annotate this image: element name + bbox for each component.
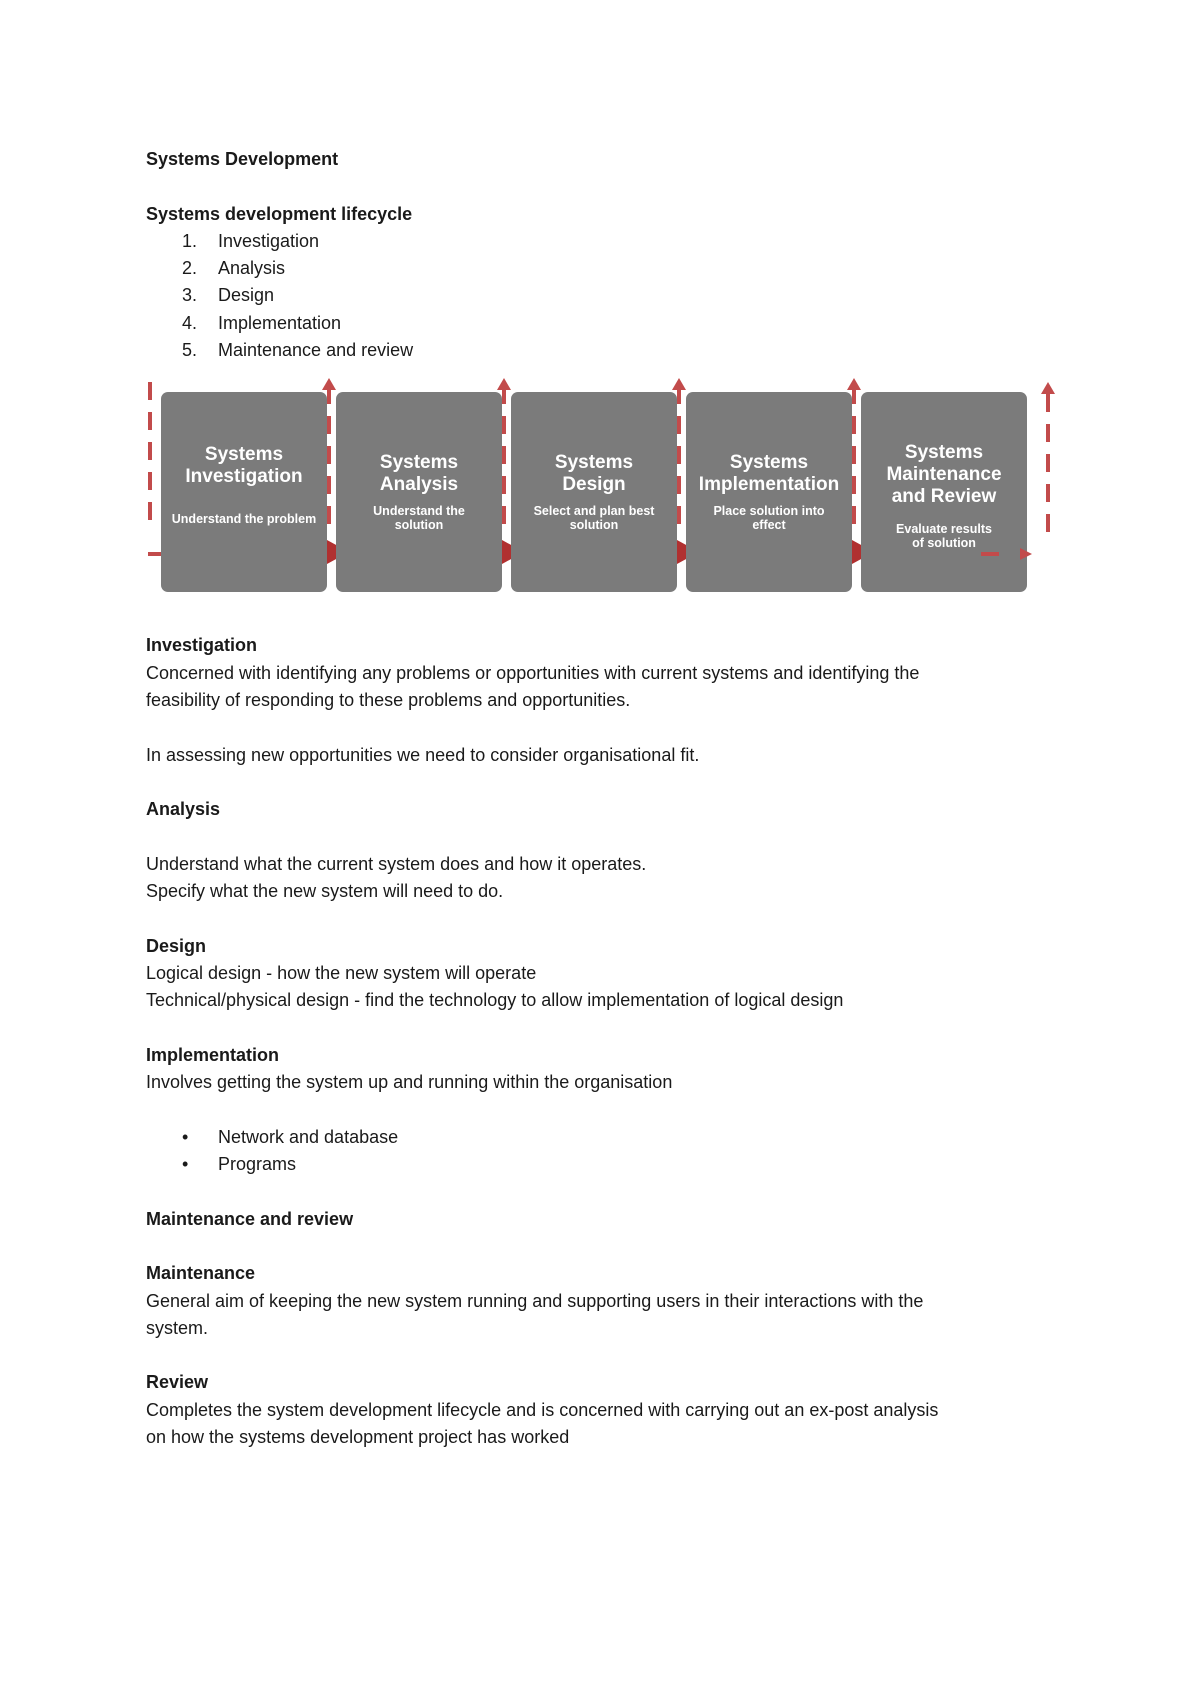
section-heading: Implementation bbox=[146, 1044, 280, 1065]
list-item-label: Design bbox=[218, 285, 275, 306]
dashed-connector bbox=[327, 386, 331, 536]
stage-subtitle: Understand the problem bbox=[171, 512, 317, 527]
stage-subtitle: Select and plan best solution bbox=[533, 504, 655, 533]
list-item bbox=[146, 337, 1066, 364]
list-item-label: Network and database bbox=[218, 1126, 399, 1147]
paragraph-line: Understand what the current system does and how it operates. bbox=[146, 853, 647, 874]
stage-subtitle: Understand the solution bbox=[373, 504, 465, 533]
paragraph-line: system. bbox=[146, 1317, 209, 1338]
list-item-label: Investigation bbox=[218, 230, 320, 251]
paragraph-line: Specify what the new system will need to do. bbox=[146, 881, 504, 902]
list-number: 1. bbox=[182, 230, 198, 251]
list-item-label: Implementation bbox=[218, 312, 342, 333]
list-item bbox=[146, 1151, 1066, 1178]
arrow-up-icon bbox=[322, 378, 336, 390]
lifecycle-heading: Systems development lifecycle bbox=[146, 203, 413, 224]
stage-subtitle: Place solution into effect bbox=[713, 504, 825, 533]
paragraph-line: Logical design - how the new system will operate bbox=[146, 962, 537, 983]
section-heading: Analysis bbox=[146, 799, 221, 820]
dashed-connector bbox=[981, 552, 1011, 556]
paragraph-line: feasibility of responding to these problems and opportunities. bbox=[146, 689, 631, 710]
stage-title: Systems Design bbox=[554, 452, 634, 496]
list-number: 2. bbox=[182, 258, 198, 279]
paragraph-line: Technical/physical design - find the technology to allow implementation of logical design bbox=[146, 990, 844, 1011]
diagram-stage bbox=[336, 392, 502, 592]
list-number: 5. bbox=[182, 340, 198, 361]
diagram-stage bbox=[511, 392, 677, 592]
section-heading: Maintenance and review bbox=[146, 1208, 354, 1229]
lifecycle-steps-list bbox=[146, 228, 1066, 364]
list-item bbox=[146, 282, 1066, 309]
paragraph-line: on how the systems development project has worked bbox=[146, 1426, 570, 1447]
list-item bbox=[146, 255, 1066, 282]
arrow-right-icon bbox=[1020, 548, 1032, 560]
arrow-up-icon bbox=[847, 378, 861, 390]
bullet-icon: • bbox=[182, 1126, 189, 1147]
paragraph-line: Involves getting the system up and running within the organisation bbox=[146, 1072, 673, 1093]
paragraph-line: Concerned with identifying any problems or opportunities with current systems and identifying the bbox=[146, 662, 920, 683]
list-number: 3. bbox=[182, 285, 198, 306]
paragraph-line: General aim of keeping the new system running and supporting users in their interactions with the bbox=[146, 1290, 924, 1311]
document-page bbox=[146, 146, 1066, 1451]
bullet-icon: • bbox=[182, 1154, 189, 1175]
dashed-connector bbox=[148, 382, 152, 532]
diagram-stage bbox=[686, 392, 852, 592]
dashed-connector bbox=[1046, 394, 1050, 544]
dashed-connector bbox=[852, 386, 856, 536]
stage-subtitle: Evaluate results of solution bbox=[896, 522, 992, 551]
paragraph-line: In assessing new opportunities we need to consider organisational fit. bbox=[146, 744, 700, 765]
subsection-heading: Review bbox=[146, 1372, 209, 1393]
stage-title: Systems Investigation bbox=[185, 444, 303, 488]
list-item-label: Maintenance and review bbox=[218, 340, 414, 361]
section-heading: Design bbox=[146, 935, 207, 956]
page-title: Systems Development bbox=[146, 149, 339, 169]
list-item bbox=[146, 1124, 1066, 1151]
section-heading: Investigation bbox=[146, 635, 258, 656]
list-item-label: Analysis bbox=[218, 258, 286, 279]
paragraph-line: Completes the system development lifecycle and is concerned with carrying out an ex-post analysis bbox=[146, 1399, 939, 1420]
stage-title: Systems Implementation bbox=[698, 452, 840, 496]
subsection-heading: Maintenance bbox=[146, 1263, 256, 1284]
bullet-list bbox=[146, 1124, 1066, 1179]
arrow-up-icon bbox=[497, 378, 511, 390]
list-number: 4. bbox=[182, 312, 198, 333]
list-item bbox=[146, 310, 1066, 337]
lifecycle-diagram bbox=[146, 378, 1066, 598]
stage-title: Systems Maintenance and Review bbox=[886, 442, 1002, 508]
arrow-up-icon bbox=[1041, 382, 1055, 394]
list-item-label: Programs bbox=[218, 1154, 297, 1175]
list-item bbox=[146, 228, 1066, 255]
diagram-stage bbox=[161, 392, 327, 592]
dashed-connector bbox=[502, 386, 506, 536]
arrow-up-icon bbox=[672, 378, 686, 390]
diagram-stage bbox=[861, 392, 1027, 592]
stage-title: Systems Analysis bbox=[379, 452, 459, 496]
dashed-connector bbox=[677, 386, 681, 536]
